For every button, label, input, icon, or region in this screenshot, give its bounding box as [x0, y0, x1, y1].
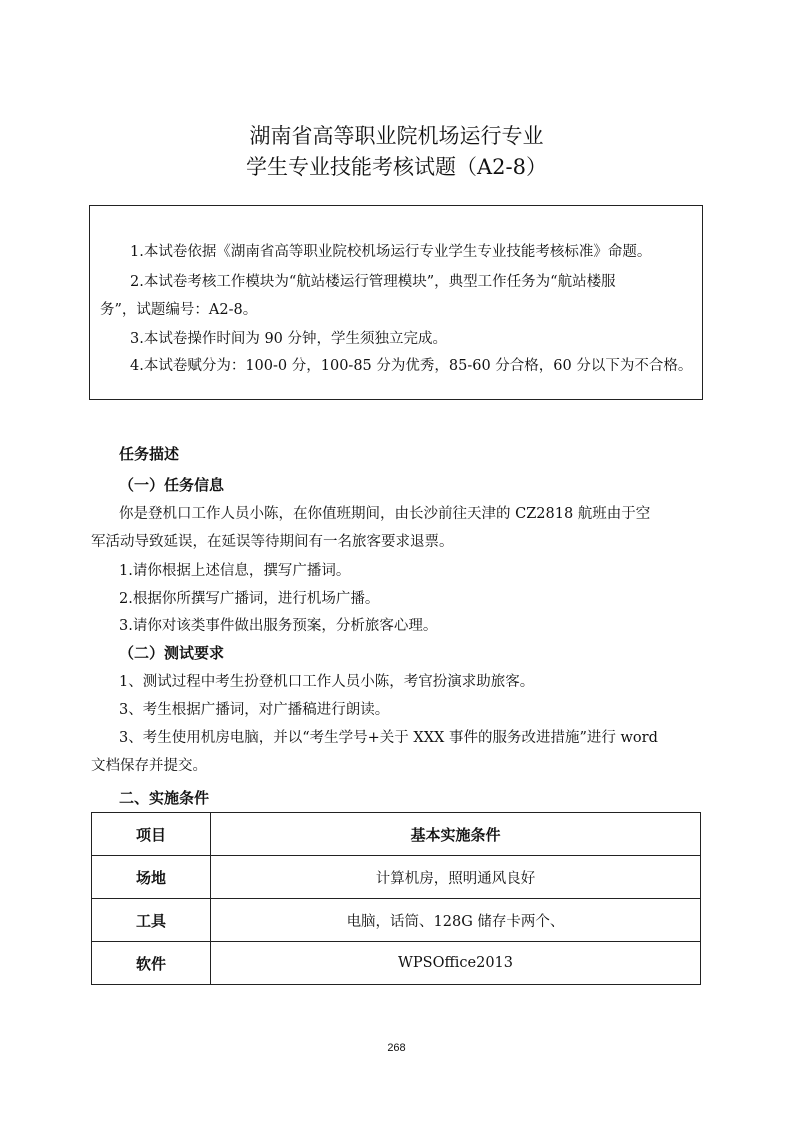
row-label-venue: 场地 [92, 856, 211, 899]
table-row [92, 899, 701, 942]
task-req-line-2: 3、考生根据广播词，对广播稿进行朗读。 [119, 702, 390, 718]
notice-box [89, 205, 703, 400]
conditions-table [91, 812, 701, 985]
task-info-line-5: 3.请你对该类事件做出服务预案，分析旅客心理。 [119, 618, 438, 634]
page-number: 268 [387, 1042, 406, 1054]
row-label-tools: 工具 [92, 899, 211, 942]
header-cell-conditions: 基本实施条件 [211, 813, 701, 856]
task-heading: 任务描述 [119, 445, 180, 463]
notice-item-4: 4.本试卷赋分为：100-0 分，100-85 分为优秀，85-60 分合格，60 分以下为不合格。 [130, 358, 693, 374]
notice-item-2-cont: 务”，试题编号：A2-8。 [100, 302, 258, 318]
task-req-line-3: 3、考生使用机房电脑，并以“考生学号+关于 XXX 事件的服务改进措施”进行 word [119, 730, 658, 746]
row-label-software: 软件 [92, 942, 211, 985]
row-value-venue: 计算机房，照明通风良好 [211, 856, 701, 899]
table-row [92, 942, 701, 985]
row-value-tools: 电脑，话筒、128G 储存卡两个、 [211, 899, 701, 942]
task-info-line-2: 军活动导致延误，在延误等待期间有一名旅客要求退票。 [91, 534, 454, 550]
task-info-heading: （一）任务信息 [119, 476, 225, 494]
notice-item-3: 3.本试卷操作时间为 90 分钟，学生须独立完成。 [130, 331, 448, 347]
table-header-row [92, 813, 701, 856]
document-title-line2: 学生专业技能考核试题（A2-8） [246, 155, 547, 179]
table-row [92, 856, 701, 899]
conditions-heading: 二、实施条件 [119, 789, 210, 807]
task-req-heading: （二）测试要求 [119, 644, 225, 662]
header-cell-item: 项目 [92, 813, 211, 856]
document-title-line1: 湖南省高等职业院机场运行专业 [249, 124, 544, 148]
notice-item-1: 1.本试卷依据《湖南省高等职业院校机场运行专业学生专业技能考核标准》命题。 [130, 244, 652, 260]
task-req-line-4: 文档保存并提交。 [91, 758, 207, 774]
notice-item-2: 2.本试卷考核工作模块为“航站楼运行管理模块”，典型工作任务为“航站楼服 [130, 274, 616, 290]
task-info-line-3: 1.请你根据上述信息，撰写广播词。 [119, 563, 351, 579]
task-info-line-4: 2.根据你所撰写广播词，进行机场广播。 [119, 591, 380, 607]
row-value-software: WPSOffice2013 [211, 942, 701, 985]
task-req-line-1: 1、测试过程中考生扮登机口工作人员小陈，考官扮演求助旅客。 [119, 674, 535, 690]
task-info-line-1: 你是登机口工作人员小陈，在你值班期间，由长沙前往天津的 CZ2818 航班由于空 [119, 506, 651, 522]
